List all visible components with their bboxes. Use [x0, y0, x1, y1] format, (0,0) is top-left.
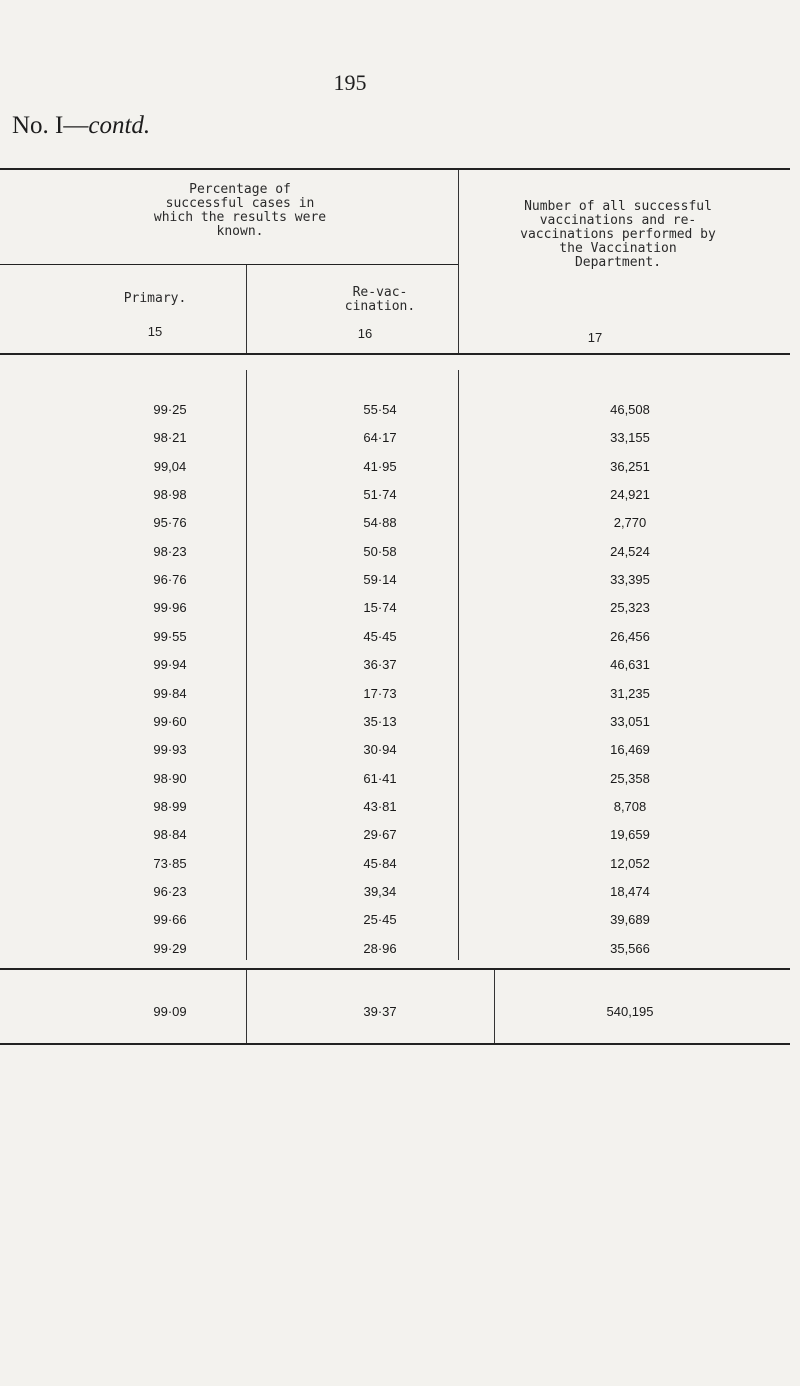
body-divider-1 [246, 370, 247, 960]
row-17-number: 12,052 [610, 856, 650, 871]
row-1-number: 46,508 [610, 402, 650, 417]
row-2-revaccination: 64·17 [363, 430, 397, 445]
header-divider-sub [246, 265, 247, 353]
row-13-revaccination: 30·94 [363, 742, 397, 757]
body-divider-2 [458, 370, 459, 960]
row-7-primary: 96·76 [153, 572, 187, 587]
row-9-number: 26,456 [610, 629, 650, 644]
row-4-revaccination: 51·74 [363, 487, 397, 502]
row-20-number: 35,566 [610, 941, 650, 956]
row-11-revaccination: 17·73 [363, 686, 397, 701]
row-7-number: 33,395 [610, 572, 650, 587]
row-17-revaccination: 45·84 [363, 856, 397, 871]
row-3-revaccination: 41·95 [363, 459, 397, 474]
total-divider-2 [494, 970, 495, 1043]
row-9-revaccination: 45·45 [363, 629, 397, 644]
row-12-number: 33,051 [610, 714, 650, 729]
total-divider-1 [246, 970, 247, 1043]
row-7-revaccination: 59·14 [363, 572, 397, 587]
row-8-number: 25,323 [610, 600, 650, 615]
row-17-primary: 73·85 [153, 856, 187, 871]
row-5-number: 2,770 [613, 515, 647, 530]
row-16-number: 19,659 [610, 827, 650, 842]
row-3-number: 36,251 [610, 459, 650, 474]
column-number-16: 16 [357, 326, 373, 341]
row-5-primary: 95·76 [153, 515, 187, 530]
heading-contd: contd. [88, 112, 151, 139]
row-4-primary: 98·98 [153, 487, 187, 502]
row-18-primary: 96·23 [153, 884, 187, 899]
row-19-primary: 99·66 [153, 912, 187, 927]
row-18-revaccination: 39,34 [363, 884, 397, 899]
row-16-revaccination: 29·67 [363, 827, 397, 842]
subheader-rule [0, 264, 458, 265]
row-10-primary: 99·94 [153, 657, 187, 672]
top-rule [0, 168, 790, 170]
row-5-revaccination: 54·88 [363, 515, 397, 530]
row-10-revaccination: 36·37 [363, 657, 397, 672]
row-2-primary: 98·21 [153, 430, 187, 445]
total-primary: 99·09 [153, 1004, 187, 1019]
row-15-primary: 98·99 [153, 799, 187, 814]
row-16-primary: 98·84 [153, 827, 187, 842]
row-10-number: 46,631 [610, 657, 650, 672]
row-11-primary: 99·84 [153, 686, 187, 701]
row-8-primary: 99·96 [153, 600, 187, 615]
header-bottom-rule [0, 353, 790, 355]
row-15-number: 8,708 [613, 799, 647, 814]
row-18-number: 18,474 [610, 884, 650, 899]
row-19-revaccination: 25·45 [363, 912, 397, 927]
row-20-primary: 99·29 [153, 941, 187, 956]
row-6-primary: 98·23 [153, 544, 187, 559]
percentage-group-header: Percentage of successful cases in which the results were known. [153, 182, 327, 239]
table-heading [12, 112, 150, 140]
row-14-primary: 98·90 [153, 771, 187, 786]
revaccination-header: Re-vac- cination. [344, 285, 416, 314]
total-revaccination: 39·37 [363, 1004, 397, 1019]
row-1-primary: 99·25 [153, 402, 187, 417]
total-number: 540,195 [606, 1004, 654, 1019]
row-13-number: 16,469 [610, 742, 650, 757]
row-6-number: 24,524 [610, 544, 650, 559]
column-number-17: 17 [587, 330, 603, 345]
row-2-number: 33,155 [610, 430, 650, 445]
page-number: 195 [333, 70, 367, 95]
row-12-primary: 99·60 [153, 714, 187, 729]
row-1-revaccination: 55·54 [363, 402, 397, 417]
row-3-primary: 99,04 [153, 459, 187, 474]
column-number-15: 15 [147, 324, 163, 339]
row-11-number: 31,235 [610, 686, 650, 701]
bottom-rule [0, 1043, 790, 1045]
row-15-revaccination: 43·81 [363, 799, 397, 814]
row-6-revaccination: 50·58 [363, 544, 397, 559]
header-divider-main [458, 170, 459, 353]
row-19-number: 39,689 [610, 912, 650, 927]
row-20-revaccination: 28·96 [363, 941, 397, 956]
row-14-revaccination: 61·41 [363, 771, 397, 786]
row-14-number: 25,358 [610, 771, 650, 786]
total-rule [0, 968, 790, 970]
number-of-vaccinations-header: Number of all successful vaccinations and re-vaccinations performed by the Vaccination Department. [520, 199, 716, 270]
primary-header: Primary. [123, 291, 187, 306]
row-9-primary: 99·55 [153, 629, 187, 644]
row-4-number: 24,921 [610, 487, 650, 502]
row-12-revaccination: 35·13 [363, 714, 397, 729]
row-8-revaccination: 15·74 [363, 600, 397, 615]
heading-prefix: No. I— [12, 112, 89, 139]
row-13-primary: 99·93 [153, 742, 187, 757]
